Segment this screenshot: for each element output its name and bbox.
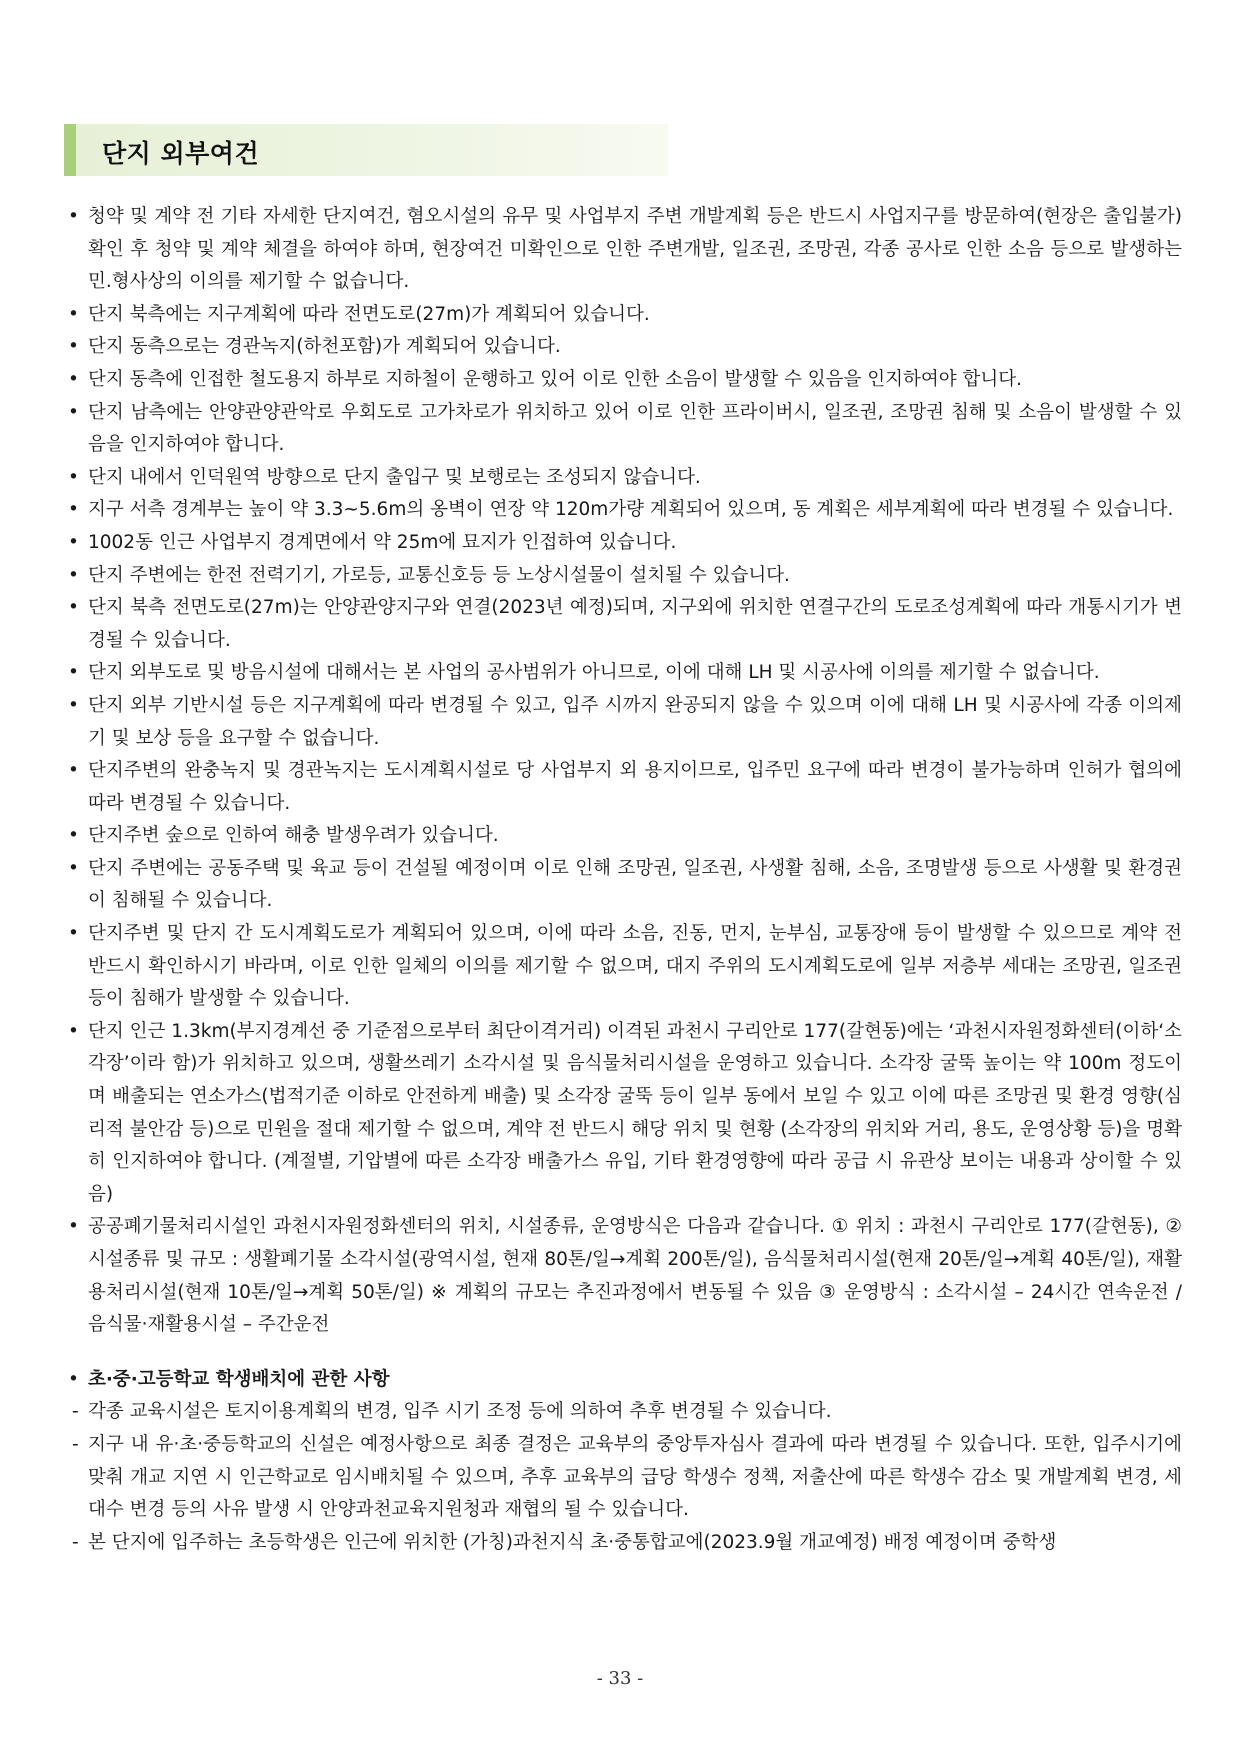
bullet-item: • 단지주변 숲으로 인하여 해충 발생우려가 있습니다. [66,820,1182,853]
dash-item: - 본 단지에 입주하는 초등학생은 인근에 위치한 (가칭)과천지식 초·중통합교에(2023.9월 개교예정) 배정 예정이며 중학생 [66,1527,1182,1560]
bullet-item: • 단지주변의 완충녹지 및 경관녹지는 도시계획시설로 당 사업부지 외 용지이므로, 입주민 요구에 따라 변경이 불가능하며 인허가 협의에 따라 변경될 수 있습니다. [66,755,1182,820]
bullet-item: • 청약 및 계약 전 기타 자세한 단지여건, 혐오시설의 유무 및 사업부지 주변 개발계획 등은 반드시 사업지구를 방문하여(현장은 출입불가) 확인 후 청약 및 계약 체결을 하여야 하며, 현장여건 미확인으로 인한 주변개발, 일조권, 조망권, 각종 공사로 인한 소음 등으로 발생하는 민.형사상의 이의를 제기할 수 없습니다. [66,201,1182,299]
bullet-item: • 지구 서측 경계부는 높이 약 3.3~5.6m의 옹벽이 연장 약 120m가량 계획되어 있으며, 동 계획은 세부계획에 따라 변경될 수 있습니다. [66,494,1182,527]
bullet-item: • 단지 주변에는 공동주택 및 육교 등이 건설될 예정이며 이로 인해 조망권, 일조권, 사생활 침해, 소음, 조명발생 등으로 사생활 및 환경권이 침해될 수 있습니다. [66,853,1182,918]
section-header [64,124,668,176]
bullet-item: • 단지 동측으로는 경관녹지(하천포함)가 계획되어 있습니다. [66,331,1182,364]
bullet-item: • 단지 외부 기반시설 등은 지구계획에 따라 변경될 수 있고, 입주 시까지 완공되지 않을 수 있으며 이에 대해 LH 및 시공사에 각종 이의제기 및 보상 등을 요구할 수 없습니다. [66,690,1182,755]
bullet-item: • 단지 인근 1.3km(부지경계선 중 기준점으로부터 최단이격거리) 이격된 과천시 구리안로 177(갈현동)에는 ‘과천시자원정화센터(이하‘소각장’이라 함)가 위치하고 있으며, 생활쓰레기 소각시설 및 음식물처리시설을 운영하고 있습니다. 소각장 굴뚝 높이는 약 100m 정도이며 배출되는 연소가스(법적기준 이하로 안전하게 배출) 및 소각장 굴뚝 등이 일부 동에서 보일 수 있고 이에 따른 조망권 및 환경 영향(심리적 불안감 등)으로 민원을 절대 제기할 수 없으며, 계약 전 반드시 해당 위치 및 현황 (소각장의 위치와 거리, 용도, 운영상황 등)을 명확히 인지하여야 합니다. (계절별, 기압별에 따른 소각장 배출가스 유입, 기타 환경영향에 따라 공급 시 유관상 보이는 내용과 상이할 수 있음) [66,1016,1182,1212]
bullet-item: • 공공폐기물처리시설인 과천시자원정화센터의 위치, 시설종류, 운영방식은 다음과 같습니다. ① 위치 : 과천시 구리안로 177(갈현동), ② 시설종류 및 규모 : 생활폐기물 소각시설(광역시설, 현재 80톤/일→계획 200톤/일), 음식물처리시설(현재 20톤/일→계획 40톤/일), 재활용처리시설(현재 10톤/일→계획 50톤/일) ※ 계획의 규모는 추진과정에서 변동될 수 있음 ③ 운영방식 : 소각시설 – 24시간 연속운전 / 음식물·재활용시설 – 주간운전 [66,1211,1182,1341]
dash-item: - 지구 내 유·초·중등학교의 신설은 예정사항으로 최종 결정은 교육부의 중앙투자심사 결과에 따라 변경될 수 있습니다. 또한, 입주시기에 맞춰 개교 지연 시 인근학교로 임시배치될 수 있으며, 추후 교육부의 급당 학생수 정책, 저출산에 따른 학생수 감소 및 개발계획 변경, 세대수 변경 등의 사유 발생 시 안양과천교육지원청과 재협의 될 수 있습니다. [66,1429,1182,1527]
page-number: - 33 - [596,1668,644,1689]
bullet-item: • 단지 외부도로 및 방음시설에 대해서는 본 사업의 공사범위가 아니므로, 이에 대해 LH 및 시공사에 이의를 제기할 수 없습니다. [66,657,1182,690]
dash-item: - 각종 교육시설은 토지이용계획의 변경, 입주 시기 조정 등에 의하여 추후 변경될 수 있습니다. [66,1396,1182,1429]
bullet-item: • 단지 북측 전면도로(27m)는 안양관양지구와 연결(2023년 예정)되며, 지구외에 위치한 연결구간의 도로조성계획에 따라 개통시기가 변경될 수 있습니다. [66,592,1182,657]
section-title: 단지 외부여건 [102,139,260,168]
bullet-item: • 단지 북측에는 지구계획에 따라 전면도로(27m)가 계획되어 있습니다. [66,299,1182,332]
bullet-item: • 1002동 인근 사업부지 경계면에서 약 25m에 묘지가 인접하여 있습니다. [66,527,1182,560]
section-header-accent-bar [64,124,76,176]
bullet-item: • 단지 내에서 인덕원역 방향으로 단지 출입구 및 보행로는 조성되지 않습니다. [66,462,1182,495]
school-dash-list [66,1396,1182,1559]
notice-content [66,201,1182,1559]
bullet-list [66,201,1182,1342]
bullet-item: • 단지 남측에는 안양관양관악로 우회도로 고가차로가 위치하고 있어 이로 인한 프라이버시, 일조권, 조망권 침해 및 소음이 발생할 수 있음을 인지하여야 합니다. [66,397,1182,462]
school-section-heading: • 초·중·고등학교 학생배치에 관한 사항 [66,1364,1182,1397]
bullet-item: • 단지주변 및 단지 간 도시계획도로가 계획되어 있으며, 이에 따라 소음, 진동, 먼지, 눈부심, 교통장애 등이 발생할 수 있으므로 계약 전 반드시 확인하시기 바라며, 이로 인한 일체의 이의를 제기할 수 없으며, 대지 주위의 도시계획도로에 일부 저층부 세대는 조망권, 일조권 등이 침해가 발생할 수 있습니다. [66,918,1182,1016]
bullet-item: • 단지 주변에는 한전 전력기기, 가로등, 교통신호등 등 노상시설물이 설치될 수 있습니다. [66,560,1182,593]
bullet-item: • 단지 동측에 인접한 철도용지 하부로 지하철이 운행하고 있어 이로 인한 소음이 발생할 수 있음을 인지하여야 합니다. [66,364,1182,397]
